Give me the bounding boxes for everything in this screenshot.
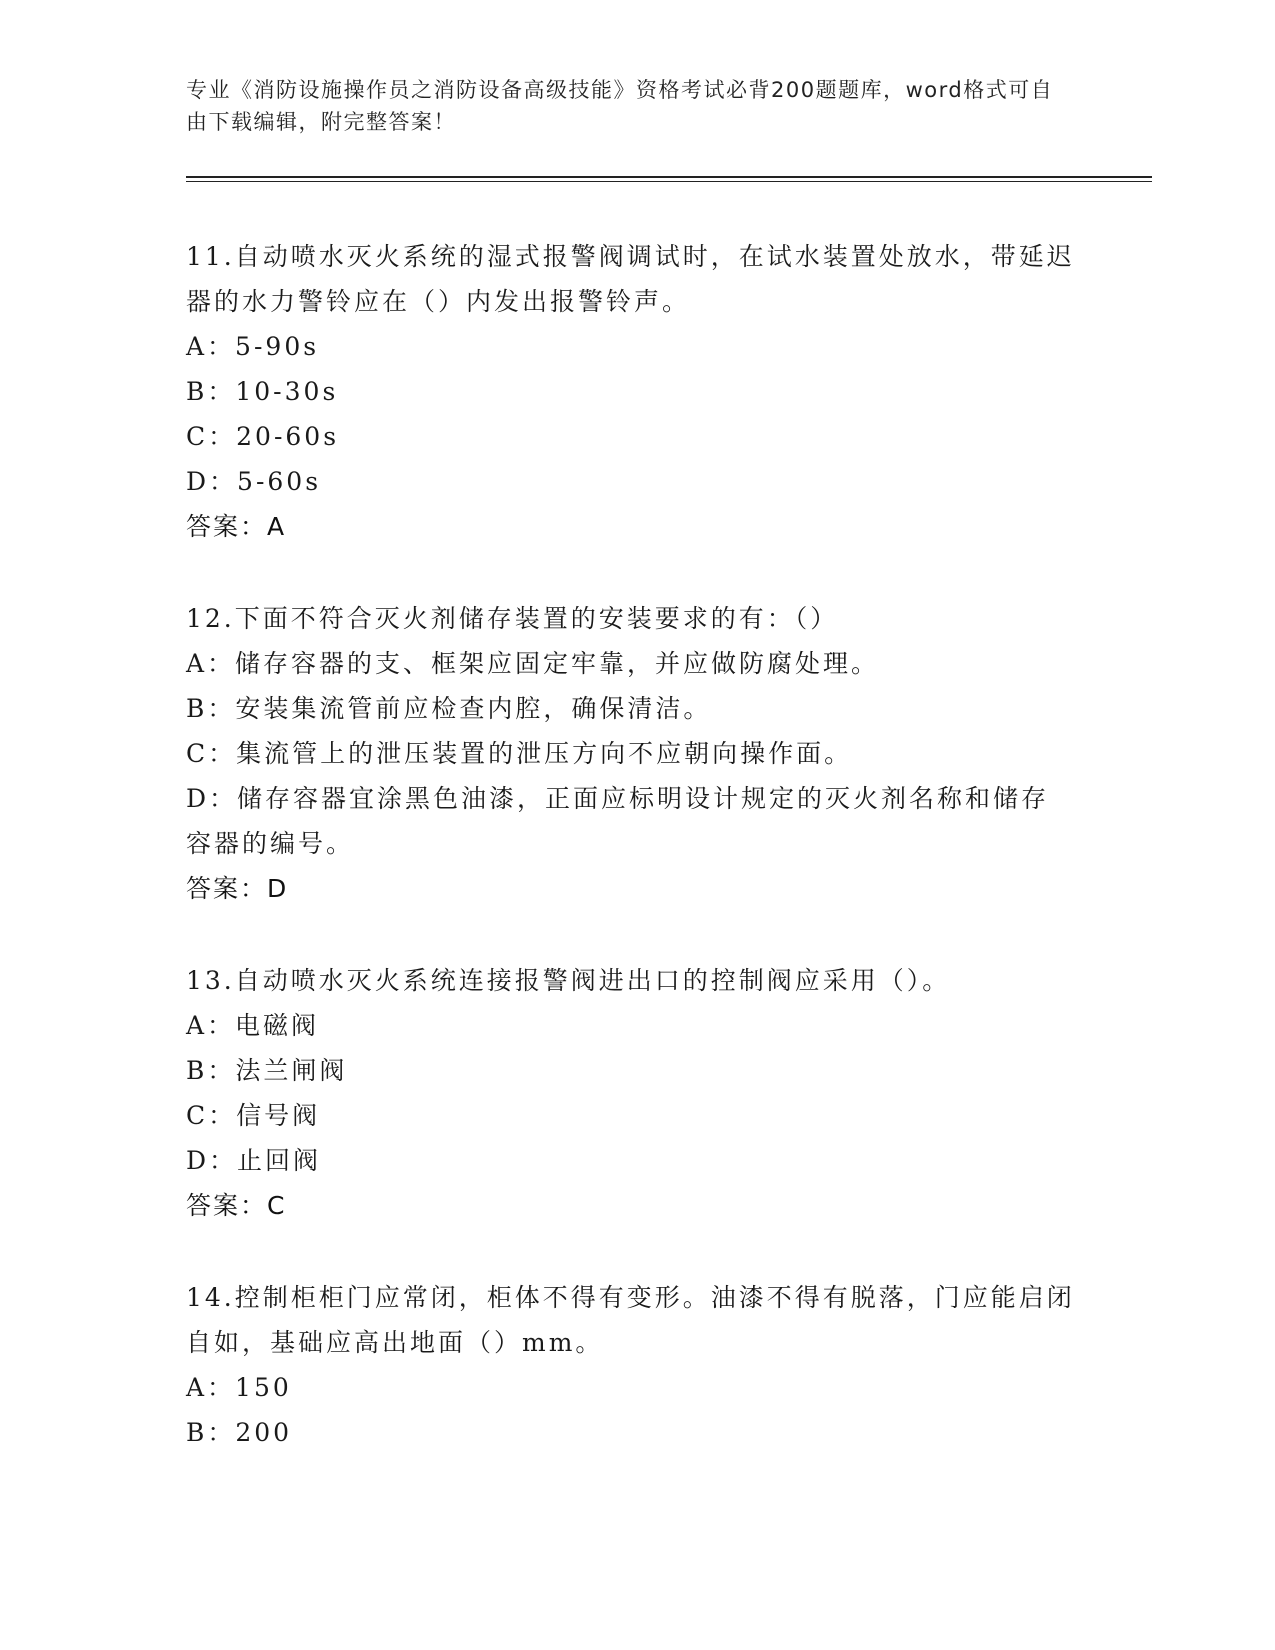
question-12 [186, 596, 1076, 911]
option-b: B：法兰闸阀 [186, 1056, 348, 1085]
option-a: A：储存容器的支、框架应固定牢靠，并应做防腐处理。 [186, 649, 880, 678]
question-list [186, 234, 1076, 1502]
option-c: C：信号阀 [186, 1101, 321, 1130]
option-a: A：150 [186, 1373, 292, 1402]
answer-text: 答案：C [186, 1191, 287, 1220]
question-11 [186, 234, 1076, 549]
answer-text: 答案：A [186, 512, 287, 541]
option-d: D：止回阀 [186, 1146, 322, 1175]
option-a: A：电磁阀 [186, 1011, 320, 1040]
header-rule-thin [186, 181, 1152, 182]
question-text: 13.自动喷水灭火系统连接报警阀进出口的控制阀应采用（）。 [186, 966, 951, 995]
option-d: D：5-60s [186, 467, 322, 496]
option-d: D：储存容器宜涂黑色油漆，正面应标明设计规定的灭火剂名称和储存容器的编号。 [186, 784, 1050, 858]
option-b: B：200 [186, 1418, 293, 1447]
document-header: 专业《消防设施操作员之消防设备高级技能》资格考试必背200题题库，word格式可自由下载编辑，附完整答案！ [186, 78, 1054, 134]
option-c: C：20-60s [186, 422, 340, 451]
question-text: 14.控制柜柜门应常闭，柜体不得有变形。油漆不得有脱落，门应能启闭自如，基础应高出地面（）mm。 [186, 1283, 1075, 1357]
question-text: 11.自动喷水灭火系统的湿式报警阀调试时，在试水装置处放水，带延迟器的水力警铃应在（）内发出报警铃声。 [186, 242, 1075, 316]
question-text: 12.下面不符合灭火剂储存装置的安装要求的有：（） [186, 604, 839, 633]
question-13 [186, 958, 1076, 1228]
option-b: B：安装集流管前应检查内腔，确保清洁。 [186, 694, 712, 723]
question-14 [186, 1275, 1076, 1455]
answer-text: 答案：D [186, 874, 289, 903]
option-c: C：集流管上的泄压装置的泄压方向不应朝向操作面。 [186, 739, 853, 768]
option-a: A：5-90s [186, 332, 320, 361]
header-rule-thick [186, 176, 1152, 178]
option-b: B：10-30s [186, 377, 339, 406]
